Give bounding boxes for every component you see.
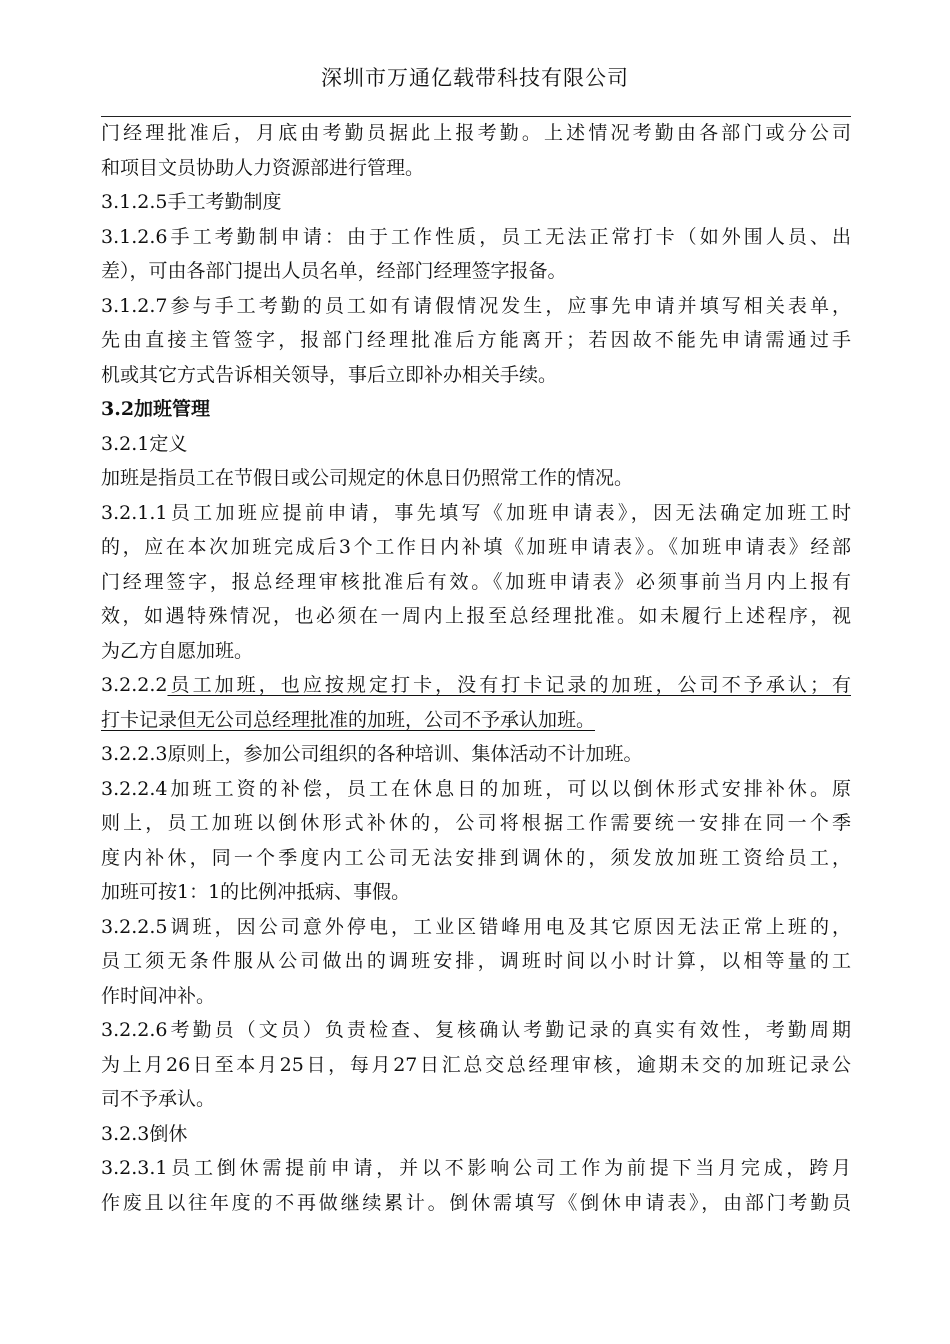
clause-number: 3.2.2.2 [101,674,168,696]
text-line: 差），可由各部门提出人员名单，经部门经理签字报备。 [101,260,567,282]
text-line: 司不予承认。 [101,1088,216,1110]
text-line: 员工须无条件服从公司做出的调班安排，调班时间以小时计算，以相等量的工 [101,950,851,972]
text-line: 效，如遇特殊情况，也必须在一周内上报至总经理批准。如未履行上述程序，视 [101,605,851,627]
text-line: 则上，员工加班以倒休形式补休的，公司将根据工作需要统一安排在同一个季 [101,812,851,834]
section-heading: 3.1.2.5手工考勤制度 [101,191,282,213]
text-line: 3.2.2.6考勤员（文员）负责检查、复核确认考勤记录的真实有效性，考勤周期 [101,1019,851,1041]
text-line: 为上月26日至本月25日，每月27日汇总交总经理审核，逾期未交的加班记录公 [101,1053,851,1076]
text-line-underlined [101,703,851,738]
underlined-text: 打卡记录但无公司总经理批准的加班，公司不予承认加班。 [101,708,596,731]
text-line: 3.2.2.3原则上，参加公司组织的各种培训、集体活动不计加班。 [101,743,643,765]
text-line: 3.2.2.5调班，因公司意外停电，工业区错峰用电及其它原因无法正常上班的， [101,915,851,938]
section-heading-bold: 3.2加班管理 [101,398,211,420]
text-line: 机或其它方式告诉相关领导，事后立即补办相关手续。 [101,363,558,386]
text-line: 作时间冲补。 [101,984,216,1007]
text-line: 门经理批准后，月底由考勤员据此上报考勤。上述情况考勤由各部门或分公司 [101,122,851,144]
text-line: 3.2.1.1员工加班应提前申请，事先填写《加班申请表》，因无法确定加班工时 [101,501,851,524]
text-line: 的，应在本次加班完成后3个工作日内补填《加班申请表》。《加班申请表》经部 [101,536,851,558]
text-line: 门经理签字，报总经理审核批准后有效。《加班申请表》必须事前当月内上报有 [101,570,851,593]
section-heading: 3.2.3倒休 [101,1122,188,1145]
section-heading: 3.2.1定义 [101,432,188,455]
underlined-text: 员工加班，也应按规定打卡，没有打卡记录的加班，公司不予承认；有 [167,674,851,696]
text-line: 度内补休，同一个季度内工公司无法安排到调休的，须发放加班工资给员工， [101,846,851,869]
text-line: 和项目文员协助人力资源部进行管理。 [101,156,425,179]
text-line-underlined [101,668,851,703]
page-header-company-name: 深圳市万通亿载带科技有限公司 [321,66,629,90]
text-line: 3.1.2.7参与手工考勤的员工如有请假情况发生，应事先申请并填写相关表单， [101,294,851,317]
text-line: 3.2.3.1员工倒休需提前申请，并以不影响公司工作为前提下当月完成，跨月 [101,1157,851,1179]
text-line: 3.1.2.6手工考勤制申请：由于工作性质，员工无法正常打卡（如外围人员、出 [101,225,851,248]
text-line: 作废且以往年度的不再做继续累计。倒休需填写《倒休申请表》，由部门考勤员 [101,1191,851,1214]
document-body [101,116,851,1220]
text-line: 3.2.2.4加班工资的补偿，员工在休息日的加班，可以以倒休形式安排补休。原 [101,777,851,800]
text-line: 先由直接主管签字，报部门经理批准后方能离开；若因故不能先申请需通过手 [101,329,851,351]
text-line: 加班是指员工在节假日或公司规定的休息日仍照常工作的情况。 [101,467,634,489]
text-line: 为乙方自愿加班。 [101,639,254,662]
text-line: 加班可按1：1的比例冲抵病、事假。 [101,881,411,903]
